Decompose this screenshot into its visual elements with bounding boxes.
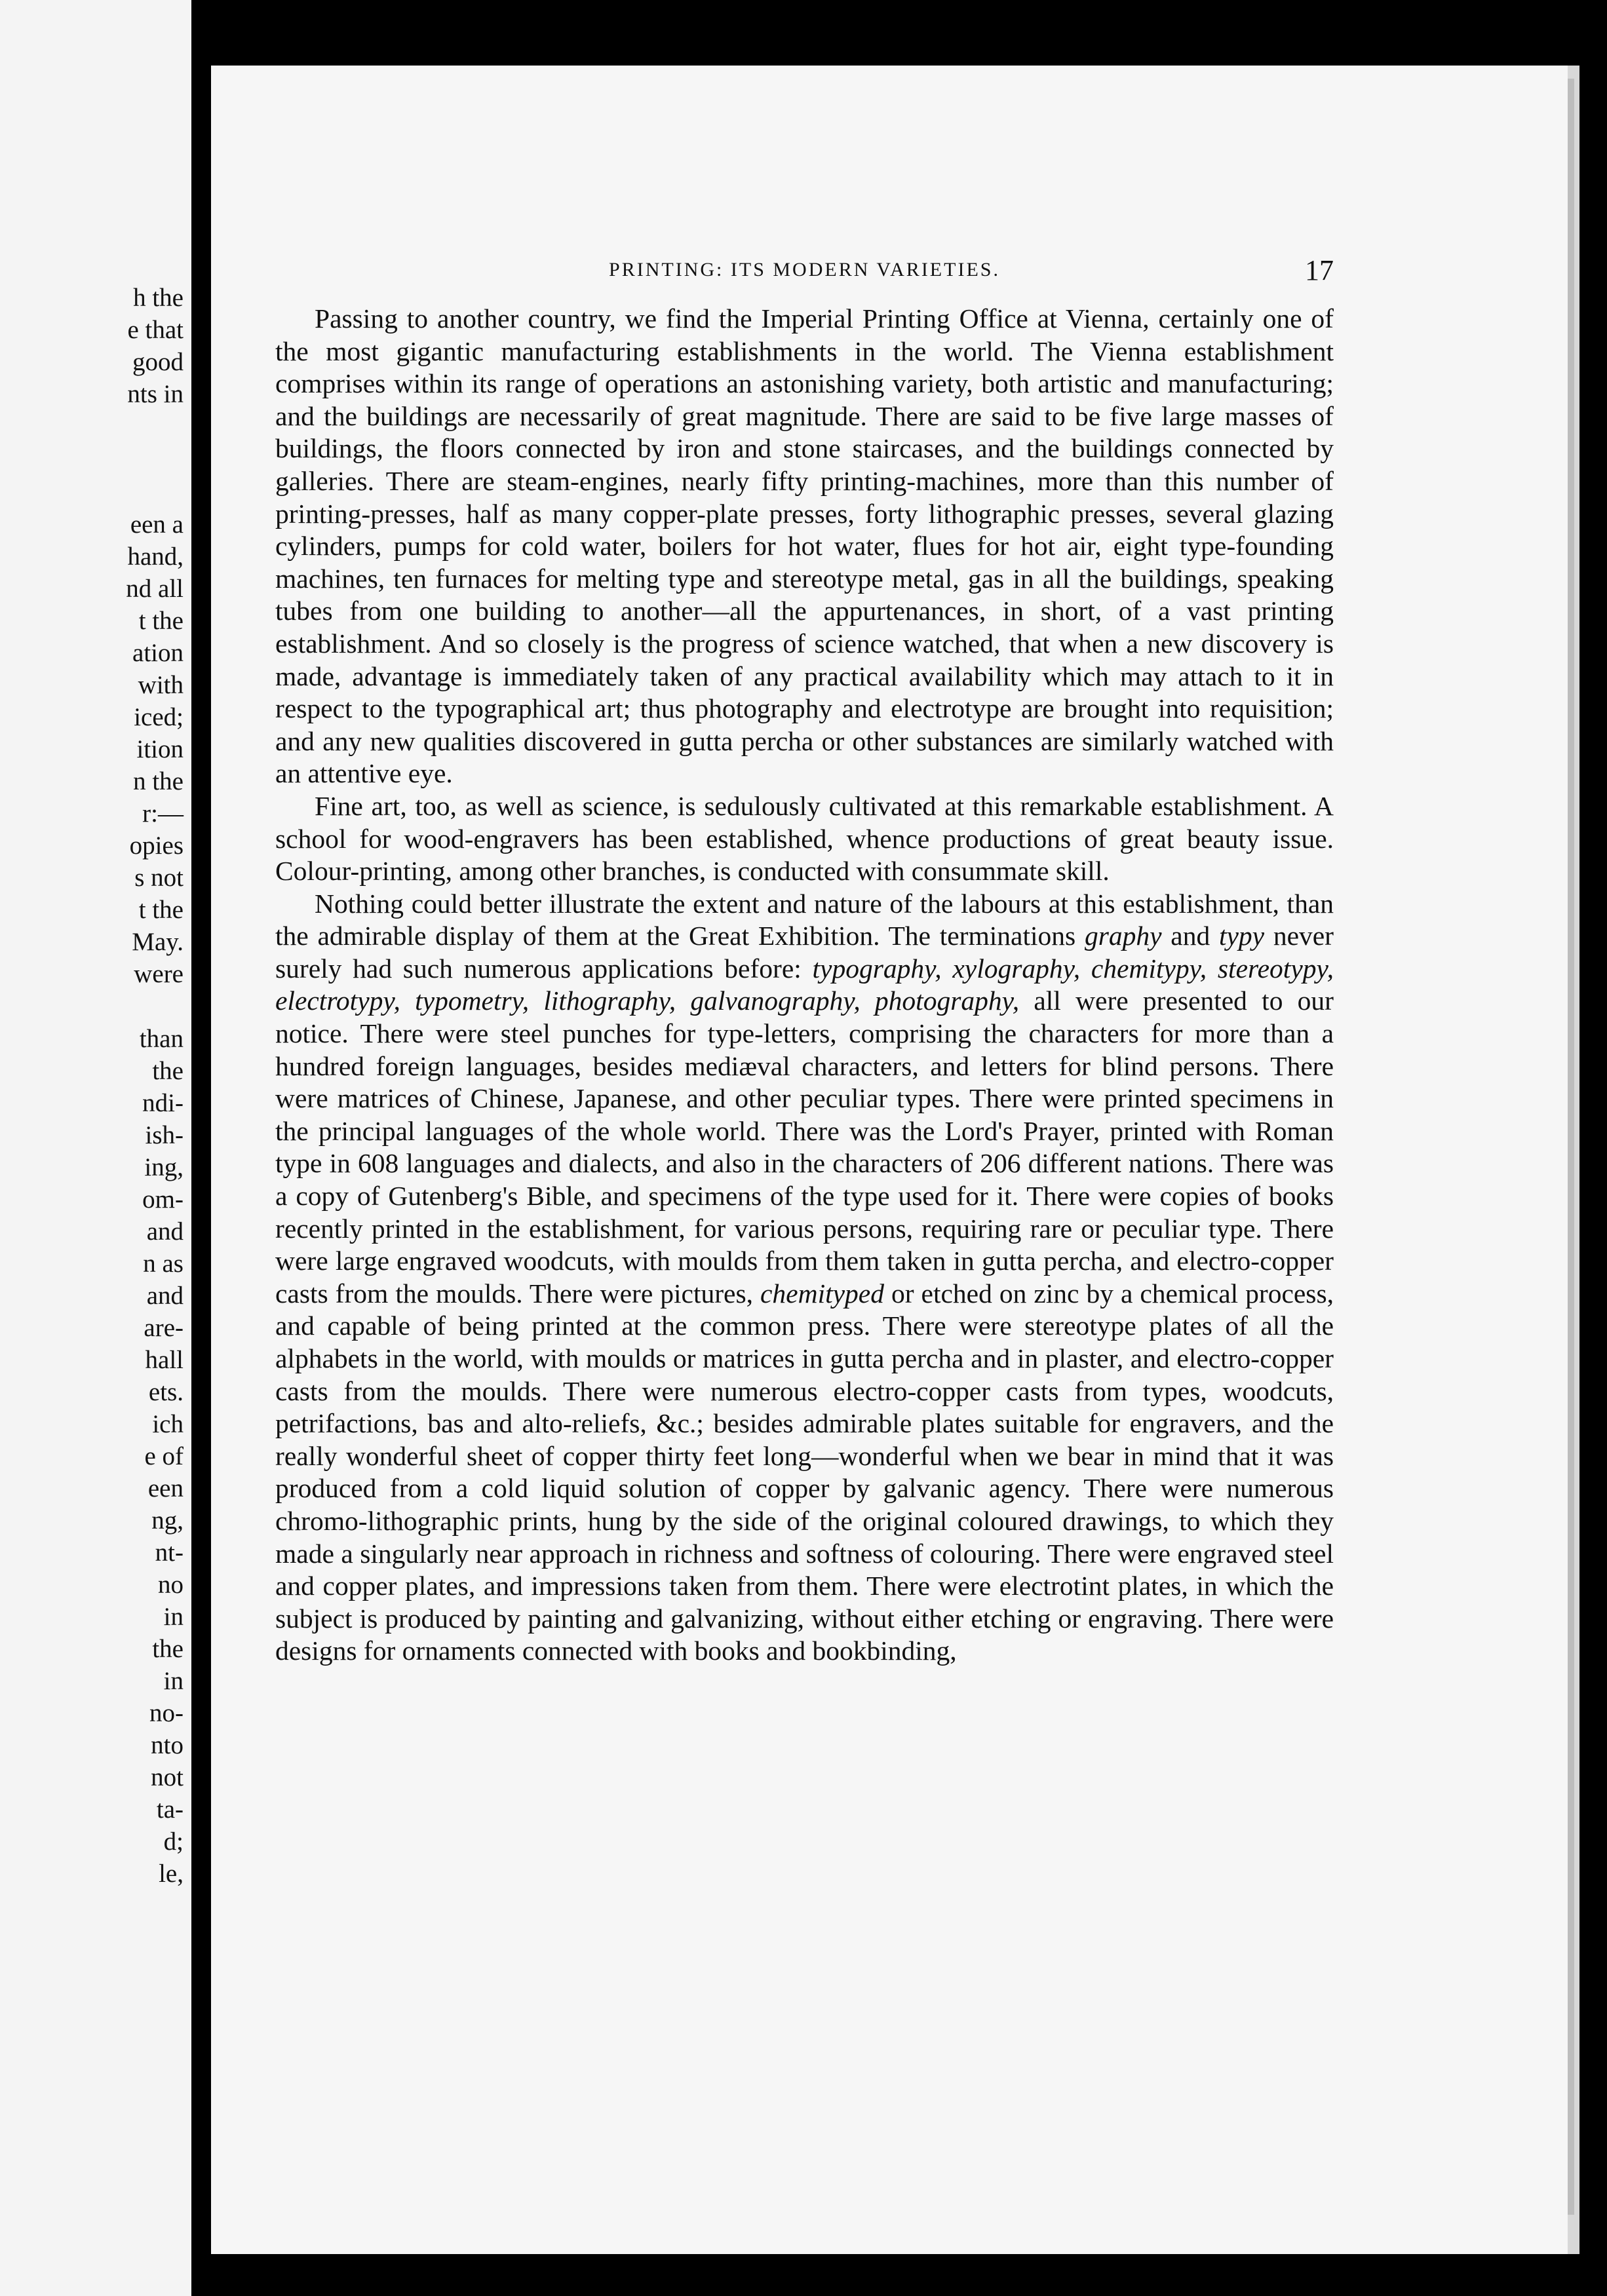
running-title: PRINTING: ITS MODERN VARIETIES. [609, 259, 1000, 280]
previous-page-sliver [0, 0, 191, 2296]
previous-page-line: hand, [127, 543, 184, 571]
previous-page-line: no [158, 1571, 184, 1599]
previous-page-line: not [151, 1763, 184, 1791]
paragraph-3-text-c: never surely had such numerous applications before: [275, 921, 1334, 984]
previous-page-line: ition [136, 735, 184, 763]
previous-page-line: een [147, 1474, 184, 1502]
page-number: 17 [1305, 254, 1334, 286]
previous-page-line: h the [133, 284, 184, 312]
previous-page-line: d; [163, 1827, 184, 1856]
previous-page-line: le, [159, 1860, 184, 1888]
previous-page-line: nto [151, 1731, 184, 1759]
paragraph-2: Fine art, too, as well as science, is sedulously cultivated at this remarkable establishment. A school for wood-engravers has been established, whence productions of great beauty issue. Colour-printing, among other branches, is conducted with consummate skill. [275, 790, 1334, 887]
paragraph-3-italic-chemityped: chemityped [760, 1278, 884, 1309]
previous-page-line: e of [144, 1442, 184, 1470]
previous-page-line: iced; [134, 703, 184, 731]
previous-page-line: and [146, 1217, 184, 1246]
previous-page-line: May. [132, 928, 184, 956]
previous-page-line: t the [138, 896, 184, 924]
previous-page-line: good [132, 348, 184, 376]
previous-page-line: een a [130, 510, 184, 539]
book-gutter [191, 0, 211, 2296]
previous-page-line: were [134, 960, 184, 988]
paragraph-3-text-b: and [1161, 921, 1219, 951]
previous-page-line: ng, [151, 1506, 184, 1535]
previous-page-line: in [163, 1667, 184, 1695]
paragraph-3 [275, 888, 1334, 1668]
previous-page-line: ing, [144, 1153, 184, 1181]
previous-page-line: ish- [145, 1121, 184, 1149]
paragraph-3-italic-typy: typy [1218, 921, 1265, 951]
previous-page-line: nts in [127, 380, 184, 408]
page-edge [1568, 79, 1574, 2215]
previous-page-line: n the [133, 767, 184, 795]
paragraph-3-italic-graphy: graphy [1084, 921, 1162, 951]
previous-page-line: ta- [156, 1795, 184, 1824]
previous-page-line: ets. [148, 1378, 184, 1406]
paragraph-3-text-e: or etched on zinc by a chemical process, and capable of being printed at the common press. There were stereotype plates of all the alphabets in the world, with moulds or matrices in gutta percha and in plaster, and electro-copper casts from the moulds. There were numerous electro-copper casts from types, woodcuts, petrifactions, bas and alto-reliefs, &c.; besides admirable plates suitable for engravers, and the really wonderful sheet of copper thirty feet long—wonderful when we bear in mind that it was produced from a cold liquid solution of copper by galvanic agency. There were numerous chromo-lithographic prints, hung by the side of the original coloured drawings, to which they made a singularly near approach in richness and softness of colouring. There were engraved steel and copper plates, and impressions taken from them. There were electrotint plates, in which the subject is produced by painting and galvanizing, without either etching or engraving. There were designs for ornaments connected with books and bookbinding, [275, 1278, 1334, 1666]
previous-page-text [126, 282, 184, 1890]
previous-page-line: and [146, 1282, 184, 1310]
previous-page-line: ndi- [142, 1089, 184, 1117]
previous-page-line: r:— [142, 799, 184, 828]
body-text [275, 303, 1334, 1668]
previous-page-line: are- [144, 1314, 184, 1342]
paragraph-3-text-a: Nothing could better illustrate the extent and nature of the labours at this establishment, than the admirable display of them at the Great Exhibition. The terminations [275, 888, 1334, 951]
paragraph-3-text-d: all were presented to our notice. There were steel punches for type-letters, comprising the characters for more than a hundred foreign languages, besides mediæval characters, and letters for blind persons. There were matrices of Chinese, Japanese, and other peculiar types. There were printed specimens in the principal languages of the whole world. There was the Lord's Prayer, printed with Roman type in 608 languages and dialects, and also in the characters of 206 different nations. There was a copy of Gutenberg's Bible, and specimens of the type used for it. There were copies of books recently printed in the establishment, for various persons, requiring rare or peculiar type. There were large engraved woodcuts, with moulds from them taken in gutta percha, and electro-copper casts from the moulds. There were pictures, [275, 985, 1334, 1309]
previous-page-line: with [138, 671, 184, 699]
paragraph-3-italic-list: typography, xylography, chemitypy, stereotypy, electrotypy, typometry, lithography, galvanography, photography, [275, 953, 1334, 1016]
previous-page-line: ation [132, 639, 184, 667]
paragraph-1: Passing to another country, we find the Imperial Printing Office at Vienna, certainly one of the most gigantic manufacturing establishments in the world. The Vienna establishment comprises within its range of operations an astonishing variety, both artistic and manufacturing; and the buildings are necessarily of great magnitude. There are said to be five large masses of buildings, the floors connected by iron and stone staircases, and the buildings connected by galleries. There are steam-engines, nearly fifty printing-machines, more than this number of printing-presses, half as many copper-plate presses, forty lithographic presses, several glazing cylinders, pumps for cold water, boilers for hot water, flues for hot air, eight type-founding machines, ten furnaces for melting type and stereotype metal, gas in all the buildings, speaking tubes from one building to another—all the appurtenances, in short, of a vast printing establishment. And so closely is the progress of science watched, that when a new discovery is made, advantage is immediately taken of any practical availability which may attach to it in respect to the typographical art; thus photography and electrotype are brought into requisition; and any new qualities discovered in gutta percha or other substances are similarly watched with an attentive eye. [275, 303, 1334, 789]
previous-page-line: opies [129, 832, 184, 860]
previous-page-line: ich [152, 1410, 184, 1438]
previous-page-line: s not [134, 864, 184, 892]
previous-page-line: nt- [155, 1539, 184, 1567]
previous-page-line: the [152, 1057, 184, 1085]
previous-page-line: hall [145, 1346, 184, 1374]
running-head [275, 254, 1334, 292]
previous-page-line: than [139, 1025, 184, 1053]
previous-page-line: the [152, 1635, 184, 1663]
previous-page-line: n as [143, 1250, 184, 1278]
previous-page-line: nd all [126, 575, 184, 603]
previous-page-line: e that [127, 316, 184, 344]
previous-page-line: om- [142, 1185, 184, 1214]
previous-page-line: no- [149, 1699, 184, 1727]
previous-page-line: t the [138, 607, 184, 635]
previous-page-line: in [163, 1603, 184, 1631]
